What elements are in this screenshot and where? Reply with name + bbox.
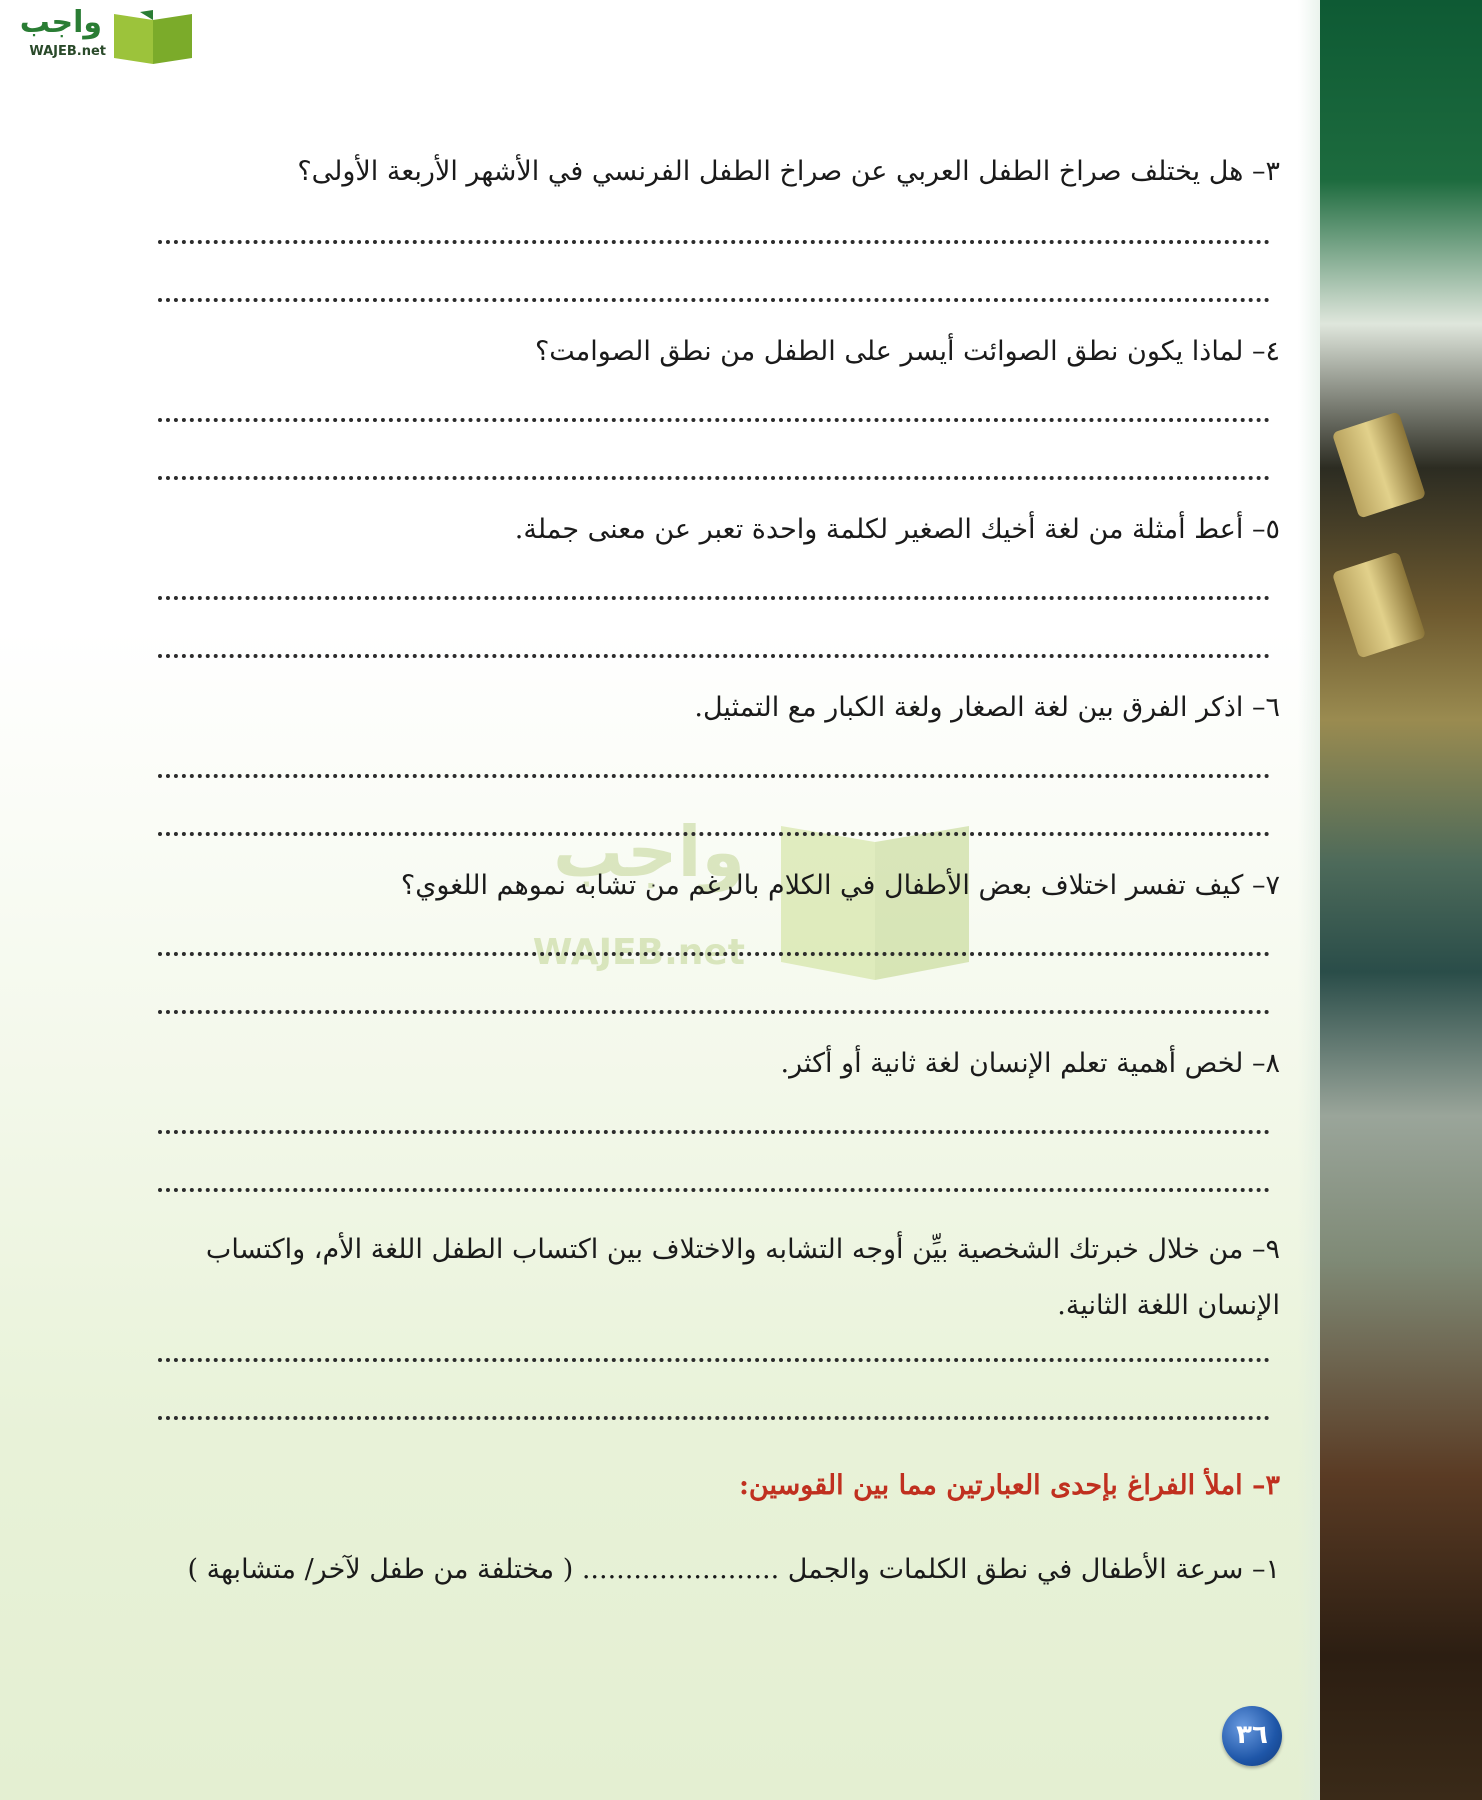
answer-line[interactable] bbox=[158, 1184, 1270, 1192]
answer-line[interactable] bbox=[158, 236, 1270, 244]
answer-line[interactable] bbox=[158, 948, 1270, 956]
answer-line[interactable] bbox=[158, 1412, 1270, 1420]
question-5: ٥– أعط أمثلة من لغة أخيك الصغير لكلمة واحدة تعبر عن معنى جملة. bbox=[514, 514, 1280, 545]
question-7: ٧– كيف تفسر اختلاف بعض الأطفال في الكلام بالرغم من تشابه نموهم اللغوي؟ bbox=[400, 870, 1280, 901]
pen-nib-shape bbox=[1332, 411, 1426, 518]
answer-line[interactable] bbox=[158, 770, 1270, 778]
wajeb-logo bbox=[12, 6, 192, 68]
book-icon bbox=[110, 8, 196, 66]
decorative-side-image bbox=[1320, 0, 1482, 1800]
answer-line[interactable] bbox=[158, 414, 1270, 422]
answer-line[interactable] bbox=[158, 828, 1270, 836]
answer-line[interactable] bbox=[158, 294, 1270, 302]
question-9: ٩– من خلال خبرتك الشخصية بيِّن أوجه التشابه والاختلاف بين اكتساب الطفل اللغة الأم، واكتساب الإنسان اللغة الثانية. bbox=[205, 1234, 1280, 1321]
question-3: ٣– هل يختلف صراخ الطفل العربي عن صراخ الطفل الفرنسي في الأشهر الأربعة الأولى؟ bbox=[297, 156, 1280, 187]
logo-subtext: WAJEB.net bbox=[29, 44, 106, 59]
question-8: ٨– لخص أهمية تعلم الإنسان لغة ثانية أو أكثر. bbox=[780, 1048, 1280, 1079]
answer-line[interactable] bbox=[158, 592, 1270, 600]
section-3-heading: ٣– املأ الفراغ بإحدى العبارتين مما بين القوسين: bbox=[738, 1470, 1280, 1501]
page-number-badge: ٣٦ bbox=[1222, 1706, 1282, 1766]
pen-barrel-shape bbox=[1332, 551, 1426, 658]
question-6: ٦– اذكر الفرق بين لغة الصغار ولغة الكبار مع التمثيل. bbox=[694, 692, 1280, 723]
answer-line[interactable] bbox=[158, 650, 1270, 658]
answer-line[interactable] bbox=[158, 1006, 1270, 1014]
logo-text: واجب bbox=[19, 5, 102, 40]
fill-blank-item-1: ١– سرعة الأطفال في نطق الكلمات والجمل ....................... ( مختلفة من طفل لآخر/ متشابهة ) bbox=[187, 1554, 1280, 1585]
answer-line[interactable] bbox=[158, 472, 1270, 480]
watermark-subtext: WAJEB.net bbox=[532, 932, 745, 973]
watermark-text: واجب bbox=[552, 811, 745, 893]
answer-line[interactable] bbox=[158, 1354, 1270, 1362]
answer-line[interactable] bbox=[158, 1126, 1270, 1134]
question-4: ٤– لماذا يكون نطق الصوائت أيسر على الطفل من نطق الصوامت؟ bbox=[534, 336, 1280, 367]
